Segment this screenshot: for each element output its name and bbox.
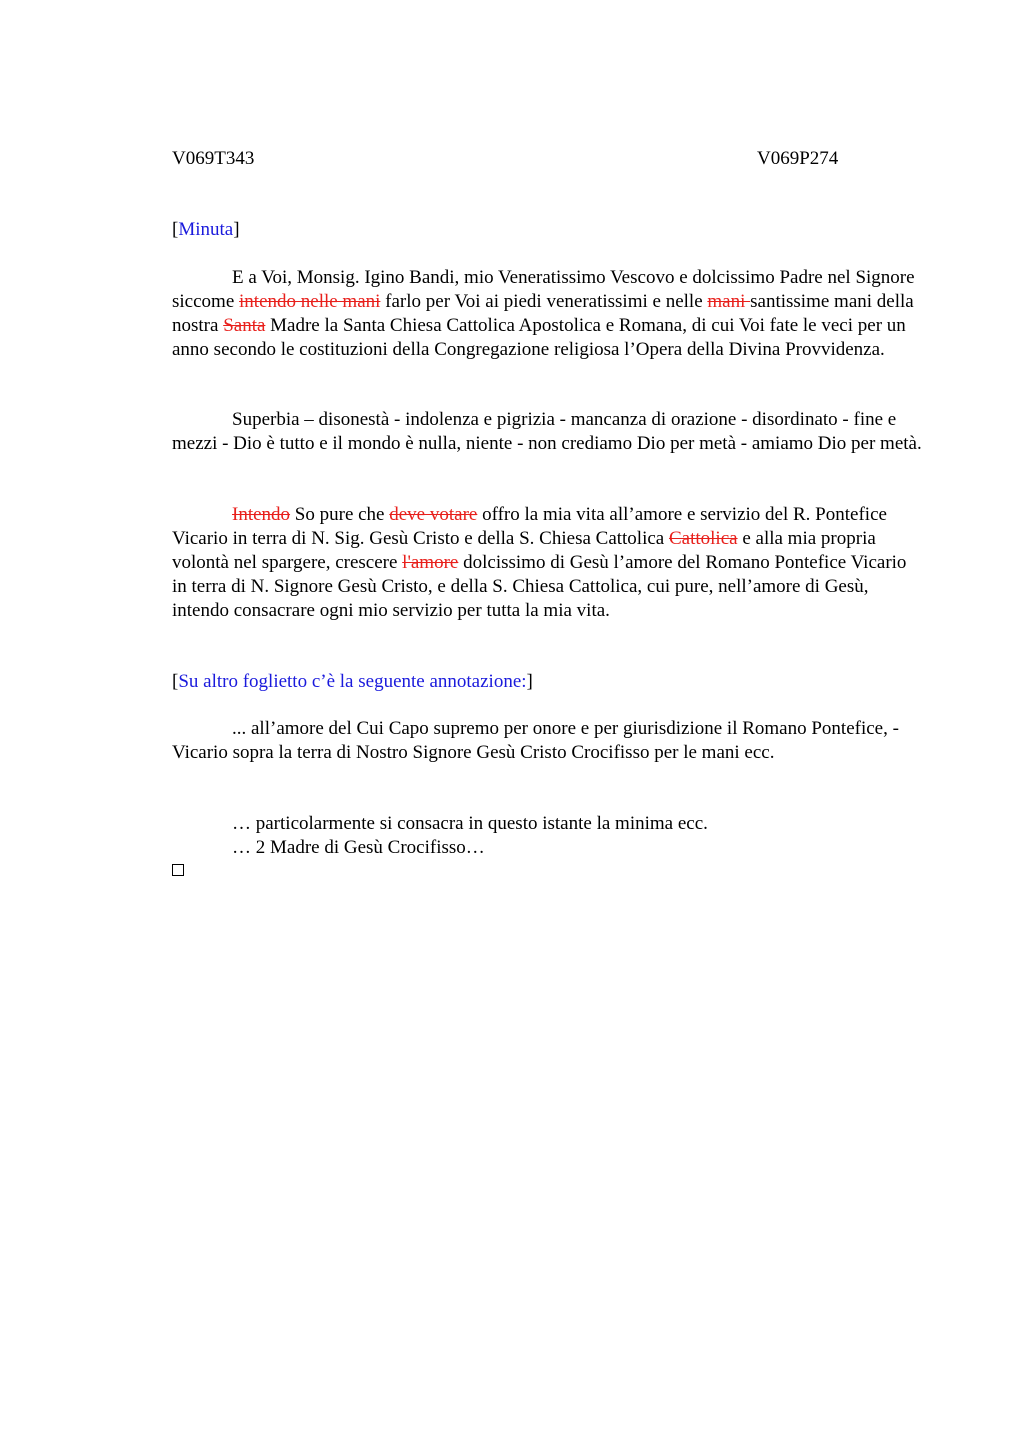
paragraph-vices xyxy=(172,408,924,456)
paragraph-offering xyxy=(172,503,924,623)
paragraph-closing xyxy=(172,812,924,860)
vices-text: Superbia – disonestà - indolenza e pigrizia - mancanza di orazione - disordinato - fine e mezzi - Dio è tutto e il mondo è nulla, niente - non crediamo Dio per metà - amiamo Dio per metà. xyxy=(172,409,922,454)
document-header xyxy=(172,147,844,171)
text-code: V069T343 xyxy=(172,148,255,169)
deleted-text: intendo nelle mani xyxy=(239,291,381,312)
deleted-text: Santa xyxy=(223,315,266,336)
pontiff-text: ... all’amore del Cui Capo supremo per onore e per giurisdizione il Romano Pontefice, - Vicario sopra la terra di Nostro Signore Gesù Cristo Crocifisso per le mani ecc. xyxy=(172,718,899,763)
offering-text-4: dolcissimo di Gesù l’amore del Romano Pontefice Vicario in terra di N. Signore Gesù Cristo, e della S. Chiesa Cattolica, cui pure, nell’amore di Gesù, intendo consacrare ogni mio servizio per tutta la mia vita. xyxy=(172,552,907,621)
deleted-text: l'amore xyxy=(402,552,459,573)
deleted-text: mani xyxy=(707,291,751,312)
minuta-label: Minuta xyxy=(178,219,234,240)
page-code: V069P274 xyxy=(757,148,839,169)
minuta-heading: [Minuta] xyxy=(172,219,240,240)
checkbox-square-icon xyxy=(172,864,184,876)
offering-text-3: e alla mia propria volontà nel spargere, crescere xyxy=(172,528,876,573)
dedication-text-1: E a Voi, Monsig. Igino Bandi, mio Veneratissimo Vescovo e dolcissimo Padre nel Signore siccome xyxy=(172,267,915,312)
offering-text-2: offro la mia vita all’amore e servizio del R. Pontefice Vicario in terra di N. Sig. Gesù Cristo e della S. Chiesa Cattolica xyxy=(172,504,887,549)
annotation-label: Su altro foglietto c’è la seguente annotazione: xyxy=(178,671,527,692)
dedication-text-4: Madre la Santa Chiesa Cattolica Apostolica e Romana, di cui Voi fate le veci per un anno secondo le costituzioni della Congregazione religiosa l’Opera della Divina Provvidenza. xyxy=(172,315,906,360)
deleted-text: Intendo xyxy=(232,504,291,525)
paragraph-dedication xyxy=(172,266,924,362)
offering-text-1: So pure che xyxy=(290,504,390,525)
deleted-text: deve votare xyxy=(389,504,478,525)
closing-line-2: … 2 Madre di Gesù Crocifisso… xyxy=(232,837,485,858)
dedication-text-3: santissime mani della nostra xyxy=(172,291,914,336)
paragraph-pontiff xyxy=(172,717,924,765)
annotation-heading: [Su altro foglietto c’è la seguente annotazione:] xyxy=(172,671,533,692)
dedication-text-2: farlo per Voi ai piedi veneratissimi e nelle xyxy=(380,291,708,312)
closing-line-1: … particolarmente si consacra in questo istante la minima ecc. xyxy=(232,813,708,834)
deleted-text: Cattolica xyxy=(668,528,738,549)
